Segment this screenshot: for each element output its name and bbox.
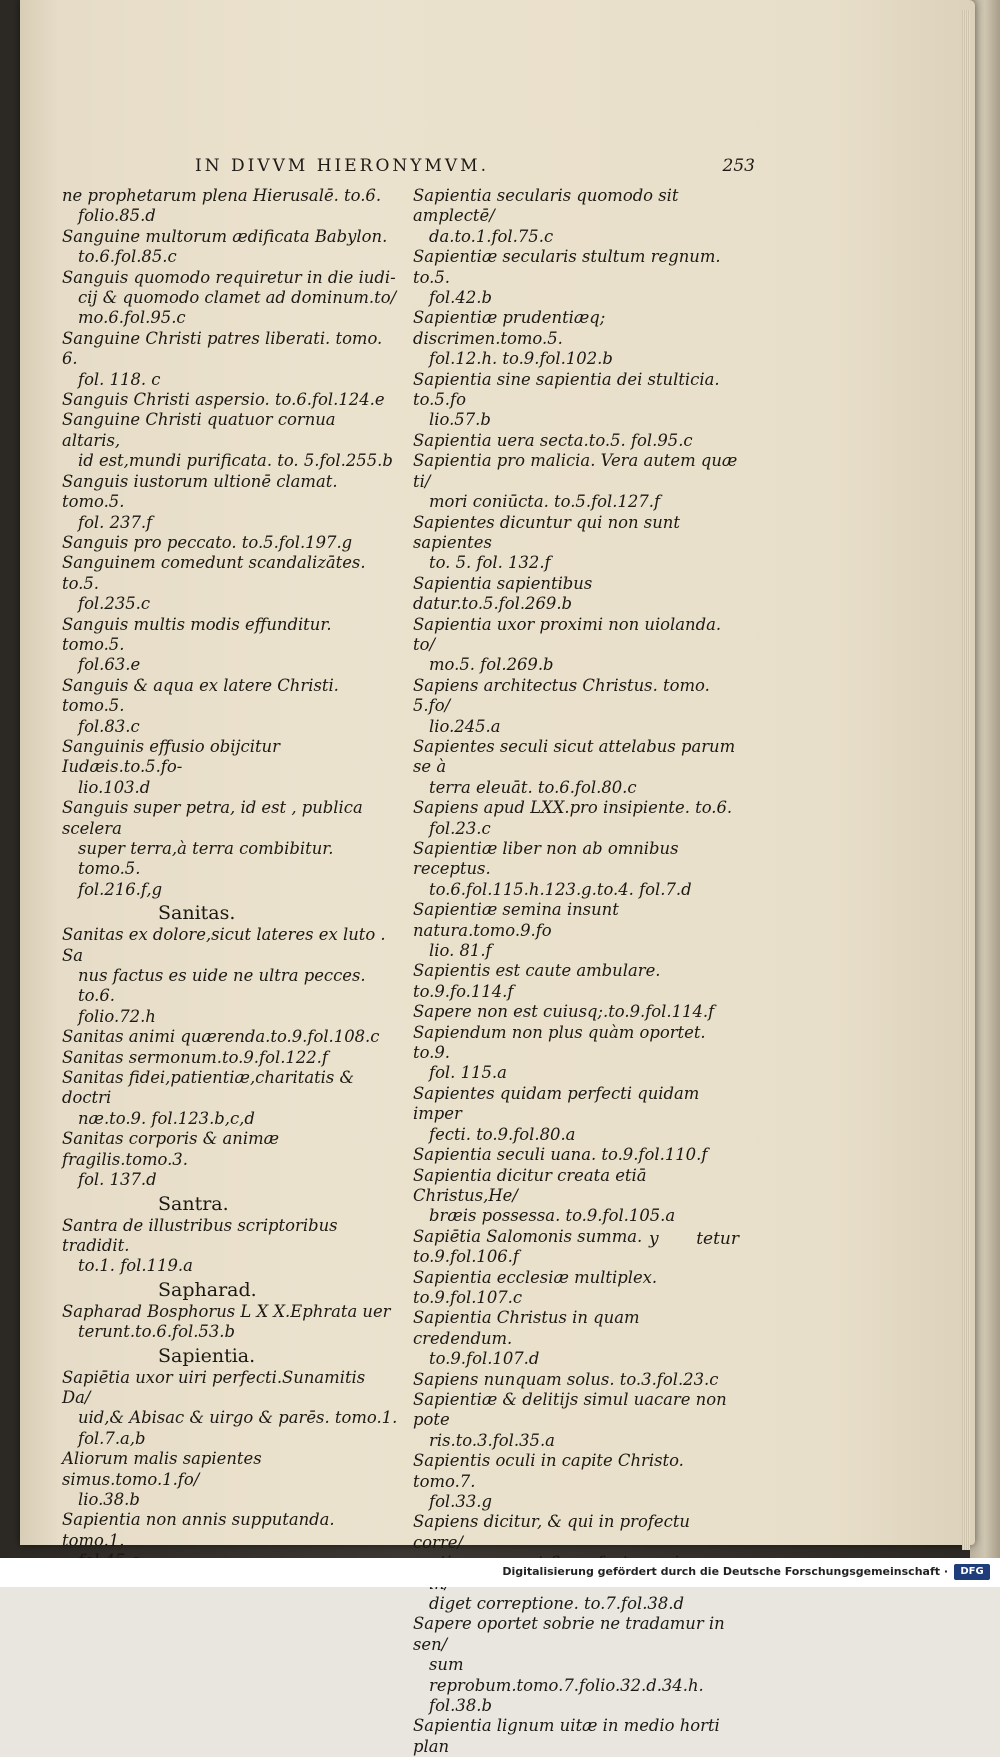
entry-continuation: fol.63.e <box>78 655 141 675</box>
index-entry <box>62 1216 398 1277</box>
index-entry <box>413 513 741 574</box>
index-entry <box>62 1302 398 1343</box>
index-entry <box>62 186 398 227</box>
catchword: tetur <box>696 1229 739 1249</box>
entry-line: Sapere oportet sobrie ne tradamur in sen/ <box>413 1614 725 1654</box>
entry-line: Sanguis super petra, id est , publica scelera <box>62 798 363 838</box>
index-entry <box>62 798 398 900</box>
entry-line: Sapiens nunquam solus. to.3.fol.23.c <box>413 1369 719 1389</box>
index-entry <box>62 925 398 1027</box>
running-head <box>195 156 755 182</box>
entry-continuation: to.1. fol.119.a <box>78 1256 193 1276</box>
entry-continuation: fol.33.g <box>429 1492 492 1511</box>
entry-continuation: fol.235.c <box>78 594 151 614</box>
section-heading: Santra. <box>158 1192 229 1215</box>
index-entry <box>413 900 741 961</box>
entry-line: Sapiētia uxor uiri perfecti.Sunamitis Da/ <box>62 1367 366 1407</box>
index-entry <box>413 615 741 676</box>
index-entry <box>62 1368 398 1450</box>
entry-continuation: mo.6.fol.95.c <box>78 308 186 328</box>
index-entry <box>413 1145 741 1165</box>
entry-line: Sanguis & aqua ex latere Christi. tomo.5. <box>62 675 339 716</box>
entry-continuation: fol.12.h. to.9.fol.102.b <box>429 349 613 369</box>
entry-continuation: diget correptione. to.7.fol.38.d <box>429 1594 684 1614</box>
entry-line: Sapientis est caute ambulare. to.9.fo.114.f <box>413 961 661 1001</box>
index-entry <box>62 737 398 798</box>
index-entry <box>62 1449 398 1510</box>
entry-line: Sapientiæ semina insunt natura.tomo.9.fo <box>413 900 619 940</box>
index-entry <box>62 268 398 329</box>
index-entry <box>413 1002 741 1022</box>
entry-continuation: to. 5. fol. 132.f <box>429 553 551 573</box>
index-entry <box>413 1614 741 1716</box>
entry-continuation: da.to.1.fol.75.c <box>429 226 554 246</box>
entry-line: Sapientia Christus in quam credendum. <box>413 1308 640 1348</box>
index-entry <box>413 798 741 839</box>
entry-continuation: terunt.to.6.fol.53.b <box>78 1322 235 1342</box>
section-heading: Sapientia. <box>158 1344 256 1367</box>
entry-continuation: fecti. to.9.fol.80.a <box>429 1124 576 1144</box>
index-entry <box>62 390 398 410</box>
entry-continuation: fol.23.c <box>429 818 491 838</box>
entry-line: Sanguis multis modis effunditur. tomo.5. <box>62 614 332 654</box>
entry-continuation: fol. 118. c <box>78 369 161 389</box>
index-entry <box>413 574 741 615</box>
entry-continuation: lio.245.a <box>429 716 501 736</box>
entry-line: Sanguis pro peccato. to.5.fol.197.g <box>62 532 353 552</box>
entry-line: Sapientiæ secularis stultum regnum. to.5. <box>413 247 721 287</box>
footer-credit: Digitalisierung gefördert durch die Deutsche Forschungsgemeinschaft · <box>502 1565 948 1578</box>
index-column-right <box>413 186 741 1757</box>
entry-line: Aliorum malis sapientes simus.tomo.1.fo/ <box>62 1449 262 1489</box>
entry-continuation: terra eleuāt. to.6.fol.80.c <box>429 777 637 797</box>
entry-line: Sanitas ex dolore,sicut lateres ex luto . Sa <box>62 925 386 965</box>
entry-line: Sapientis oculi in capite Christo. tomo.7. <box>413 1451 684 1491</box>
entry-line: Sapientia sapientibus datur.to.5.fol.269.b <box>413 573 593 614</box>
index-entry <box>62 676 398 737</box>
entry-continuation: to.6.fol.85.c <box>78 247 177 267</box>
entry-line: Sanitas fidei,patientiæ,charitatis & doctri <box>62 1068 355 1108</box>
entry-continuation: to.6.fol.115.h.123.g.to.4. fol.7.d <box>429 879 692 899</box>
entry-line: Sapere non est cuiusq;.to.9.fol.114.f <box>413 1002 715 1022</box>
entry-line: Sapientia pro malicia. Vera autem quæ ti/ <box>413 451 738 491</box>
entry-continuation: nus factus es uide ne ultra pecces. to.6. <box>78 966 366 1006</box>
entry-line: Sanguinis effusio obijcitur Iudæis.to.5.fo- <box>62 736 280 777</box>
index-entry <box>413 1308 741 1369</box>
entry-continuation: bræis possessa. to.9.fol.105.a <box>429 1206 676 1226</box>
index-entry <box>413 1370 741 1390</box>
index-entry <box>413 676 741 737</box>
entry-continuation: sum reprobum.tomo.7.folio.32.d.34.h. <box>429 1655 704 1695</box>
entry-line: Sapientia uxor proximi non uiolanda. to/ <box>413 614 722 654</box>
entry-line: Sapiētia Salomonis summa. to.9.fol.106.f <box>413 1226 643 1267</box>
index-entry <box>413 737 741 798</box>
entry-line: Sapiens architectus Christus. tomo. 5.fo/ <box>413 675 710 716</box>
entry-line: Sanguinem comedunt scandalizātes. to.5. <box>62 553 366 593</box>
index-column-left <box>62 186 398 1572</box>
entry-line: Sapientiæ prudentiæq; discrimen.tomo.5. <box>413 308 606 348</box>
entry-line: Sapharad Bosphorus L X X.Ephrata uer <box>62 1301 391 1321</box>
entry-continuation: mo.5. fol.269.b <box>429 655 554 675</box>
entry-continuation: id est,mundi purificata. to. 5.fol.255.b <box>78 451 393 471</box>
footer-bar <box>0 1558 1000 1587</box>
entry-line: Sapientia secularis quomodo sit amplectē/ <box>413 186 679 226</box>
entry-line: Sanguine multorum ædificata Babylon. <box>62 226 388 246</box>
entry-continuation: mori coniūcta. to.5.fol.127.f <box>429 492 661 512</box>
entry-continuation: fol. 137.d <box>78 1170 157 1190</box>
running-head-title: IN DIVVM HIERONYMVM. <box>195 156 489 176</box>
entry-line: Sapiens dicitur, & qui in profectu corre/ <box>413 1512 690 1552</box>
entry-continuation: fol.7.a,b <box>78 1428 146 1448</box>
entry-line: Sanitas corporis & animæ fragilis.tomo.3. <box>62 1129 280 1169</box>
index-entry <box>413 1451 741 1512</box>
entry-continuation: lio.57.b <box>429 410 491 430</box>
entry-continuation: folio.72.h <box>78 1006 156 1026</box>
index-entry <box>413 247 741 308</box>
index-entry <box>62 1027 398 1047</box>
index-entry <box>413 1227 741 1268</box>
entry-continuation: folio.85.d <box>78 206 156 226</box>
index-entry <box>413 451 741 512</box>
entry-line: Santra de illustribus scriptoribus tradidit. <box>62 1215 338 1255</box>
entry-line: Sapiendum non plus quàm oportet. to.9. <box>413 1022 706 1063</box>
entry-line: Sapientia seculi uana. to.9.fol.110.f <box>413 1145 708 1165</box>
entry-line: Sapientia ecclesiæ multiplex. to.9.fol.107.c <box>413 1267 658 1307</box>
entry-line: Sapientia dicitur creata etiā Christus,He/ <box>413 1165 647 1205</box>
entry-line: Sanitas animi quærenda.to.9.fol.108.c <box>62 1027 380 1047</box>
index-entry <box>62 472 398 533</box>
entry-line: Sapientes seculi sicut attelabus parum se à <box>413 736 736 777</box>
entry-line: Sapientiæ liber non ab omnibus receptus. <box>413 839 679 879</box>
entry-continuation: lio.38.b <box>78 1489 140 1509</box>
index-entry <box>413 961 741 1002</box>
index-entry <box>413 1166 741 1227</box>
index-entry <box>413 1716 741 1757</box>
index-entry <box>413 1023 741 1084</box>
entry-line: Sanguis iustorum ultionē clamat. tomo.5. <box>62 471 338 512</box>
entry-line: Sanguine Christi patres liberati. tomo. 6. <box>62 328 383 369</box>
index-entry <box>413 186 741 247</box>
index-entry <box>62 553 398 614</box>
index-entry <box>62 410 398 471</box>
dfg-logo: DFG <box>954 1564 990 1580</box>
entry-line: Sapientiæ & delitijs simul uacare non pote <box>413 1389 727 1430</box>
entry-continuation: uid,& Abisac & uirgo & parēs. tomo.1. <box>78 1408 398 1428</box>
signature-mark: y <box>649 1229 659 1249</box>
index-entry <box>62 329 398 390</box>
entry-continuation: fol. 237.f <box>78 512 153 532</box>
entry-line: Sapientia lignum uitæ in medio horti plan <box>413 1716 720 1756</box>
entry-line: Sanguis Christi aspersio. to.6.fol.124.e <box>62 390 385 410</box>
entry-continuation: fol.38.b <box>429 1696 492 1716</box>
index-entry <box>62 1068 398 1129</box>
entry-line: Sapientia sine sapientia dei stulticia. to.5.fo <box>413 369 720 410</box>
entry-continuation: lio.103.d <box>78 777 151 797</box>
entry-continuation: lio. 81.f <box>429 941 492 961</box>
index-entry <box>413 1268 741 1309</box>
entry-continuation: fol. 115.a <box>429 1063 507 1083</box>
index-entry <box>62 615 398 676</box>
index-entry <box>413 370 741 431</box>
entry-continuation: næ.to.9. fol.123.b,c,d <box>78 1108 255 1128</box>
entry-line: Sapientia uera secta.to.5. fol.95.c <box>413 430 693 450</box>
entry-continuation: fol.83.c <box>78 716 140 736</box>
entry-line: Sanguis quomodo requiretur in die iudi- <box>62 267 396 287</box>
entry-continuation: super terra,à terra combibitur. tomo.5. <box>78 839 334 879</box>
entry-line: Sanitas sermonum.to.9.fol.122.f <box>62 1047 328 1067</box>
entry-line: Sapientes dicuntur qui non sunt sapientes <box>413 512 680 552</box>
index-entry <box>413 431 741 451</box>
index-entry <box>413 1390 741 1451</box>
index-entry <box>413 1084 741 1145</box>
entry-continuation: to.9.fol.107.d <box>429 1349 540 1369</box>
entry-continuation: cij & quomodo clamet ad dominum.to/ <box>78 288 397 308</box>
entry-line: Sanguine Christi quatuor cornua altaris, <box>62 410 336 450</box>
section-heading: Sanitas. <box>158 902 236 925</box>
page-number: 253 <box>722 156 755 176</box>
index-entry <box>62 533 398 553</box>
entry-line: ne prophetarum plena Hierusalē. to.6. <box>62 186 382 205</box>
section-heading: Sapharad. <box>158 1278 257 1301</box>
entry-line: Sapientes quidam perfecti quidam imper <box>413 1083 700 1124</box>
entry-continuation: ris.to.3.fol.35.a <box>429 1430 555 1450</box>
entry-continuation: fol.216.f,g <box>78 879 163 899</box>
index-entry <box>413 839 741 900</box>
entry-line: Sapiens apud LXX.pro insipiente. to.6. <box>413 798 733 818</box>
index-entry <box>62 227 398 268</box>
page-edges <box>962 10 970 1550</box>
index-entry <box>413 308 741 369</box>
entry-line: Sapientia non annis supputanda. tomo.1. <box>62 1510 335 1550</box>
index-entry <box>62 1129 398 1190</box>
index-entry <box>62 1048 398 1068</box>
entry-continuation: fol.42.b <box>429 288 492 308</box>
